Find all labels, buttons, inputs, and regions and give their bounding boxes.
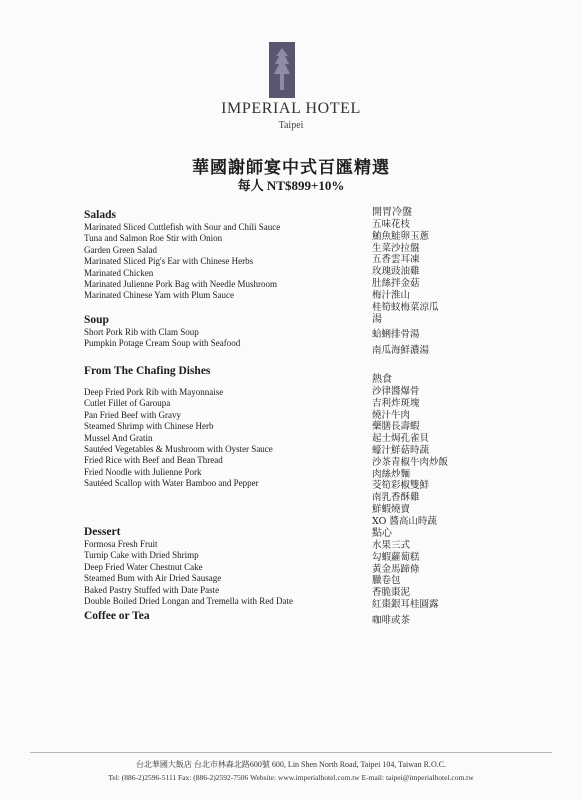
menu-item: Turnip Cake with Dried Shrimp xyxy=(84,550,199,561)
menu-item: Pumpkin Potage Cream Soup with Seafood xyxy=(84,338,241,349)
menu-item-cn: 臘卷包 xyxy=(372,575,401,587)
menu-item-cn: 肉絲炒麵 xyxy=(372,468,411,480)
section-title-cn-hot-dishes: 熱食 xyxy=(372,374,392,385)
menu-item: Deep Fried Water Chestnut Cake xyxy=(84,561,203,572)
menu-item: Garden Green Salad xyxy=(84,244,157,255)
menu-item: Sautéed Scallop with Water Bamboo and Pepper xyxy=(84,478,259,489)
menu-item: Marinated Chicken xyxy=(84,267,154,278)
menu-item: Sautéed Vegetables & Mushroom with Oyster Sauce xyxy=(84,444,273,455)
section-title-soup: Soup xyxy=(84,314,109,326)
hotel-city: Taipei xyxy=(278,120,304,131)
menu-item: Mussel And Gratin xyxy=(84,432,153,443)
menu-item: Steamed Shrimp with Chinese Herb xyxy=(84,421,214,432)
section-title-salads: Salads xyxy=(84,209,116,221)
menu-item: Deep Fried Pork Rib with Mayonnaise xyxy=(84,387,224,397)
menu-price: 每人 NT$899+10% xyxy=(237,178,345,193)
section-title-cn-soup: 湯 xyxy=(372,314,382,325)
section-title-cn-salads: 開胃冷盤 xyxy=(372,207,412,218)
section-title-hot-dishes: From The Chafing Dishes xyxy=(84,365,211,377)
menu-item: Baked Pastry Stuffed with Date Paste xyxy=(84,584,220,595)
menu-item-cn: 蛤蜊排骨湯 xyxy=(372,329,420,340)
salads-section-cn xyxy=(372,206,439,313)
section-title-cn-dessert: 點心 xyxy=(372,528,392,539)
footer-divider xyxy=(30,752,552,753)
section-title-coffee: Coffee or Tea xyxy=(84,610,150,623)
menu-item-cn: 鮮蝦燒賣 xyxy=(372,503,411,515)
menu-item-cn: XO 醬高山時蔬 xyxy=(372,515,437,527)
menu-item: Marinated Sliced Cuttlefish with Sour and Chili Sauce xyxy=(84,222,281,232)
menu-item-cn: 沙律醬爆骨 xyxy=(372,386,420,397)
menu-item: Marinated Chinese Yam with Plum Sauce xyxy=(84,290,234,301)
soup-section-cn xyxy=(372,313,429,357)
menu-item: Pan Fried Beef with Gravy xyxy=(84,409,181,420)
hotel-logo-emblem xyxy=(269,42,295,98)
menu-item-cn: 玫瑰豉油雞 xyxy=(372,266,420,278)
menu-item-cn: 南乳香酥雞 xyxy=(372,492,420,504)
menu-item: Fried Rice with Beef and Bean Thread xyxy=(84,455,223,466)
menu-item-cn: 燒汁牛肉 xyxy=(372,409,411,421)
hot-dishes-section xyxy=(84,364,273,490)
dessert-section-cn xyxy=(372,527,439,627)
section-title-dessert: Dessert xyxy=(84,526,121,538)
menu-item-cn: 肚絲拌金菇 xyxy=(372,277,420,289)
menu-item-cn: 起士焗孔雀貝 xyxy=(372,433,430,445)
menu-item: Short Pork Rib with Clam Soup xyxy=(84,327,199,337)
menu-item-cn: 茭筍彩椒雙鮮 xyxy=(372,480,430,492)
menu-item-cn: 沙茶青椒牛肉炒飯 xyxy=(372,456,449,468)
section-title-cn-coffee: 咖啡或茶 xyxy=(372,614,411,626)
menu-item: Fried Noodle with Julienne Pork xyxy=(84,466,202,477)
menu-item-cn: 水果三式 xyxy=(372,540,411,551)
footer-address: 台北華國大飯店 台北市林森北路600號 600, Lin Shen North Road, Taipei 104, Taiwan R.O.C. xyxy=(135,760,447,769)
menu-item-cn: 蠔汁鮮菇時蔬 xyxy=(372,444,430,456)
menu-item: Marinated Sliced Pig's Ear with Chinese Herbs xyxy=(84,256,254,267)
menu-item-cn: 五香雲耳凍 xyxy=(372,254,420,266)
menu-item-cn: 紅棗銀耳桂圓露 xyxy=(372,598,439,610)
menu-item-cn: 生菜沙拉盤 xyxy=(372,242,420,254)
menu-item: Steamed Bum with Air Dried Sausage xyxy=(84,573,222,584)
menu-item-cn: 南瓜海鮮濃湯 xyxy=(372,344,430,356)
menu-item: Marinated Julienne Pork Bag with Needle Mushroom xyxy=(84,279,277,290)
menu-item-cn: 吉利炸斑塊 xyxy=(372,397,420,409)
footer-contact: Tel: (886-2)2596-5111 Fax: (886-2)2592-7506 Website: www.imperialhotel.com.tw E-mail: taipei@imperialhotel.com.tw xyxy=(108,773,474,782)
menu-item: Formosa Fresh Fruit xyxy=(84,539,158,549)
menu-item: Double Boiled Dried Longan and Tremella with Red Date xyxy=(84,596,293,607)
menu-item-cn: 香脆棗泥 xyxy=(372,587,411,599)
salads-section xyxy=(84,208,280,302)
hotel-name: IMPERIAL HOTEL xyxy=(221,100,361,117)
menu-item-cn: 黃金馬蹄條 xyxy=(372,563,420,575)
menu-item-cn: 鮪魚鮭卵玉蔥 xyxy=(372,230,430,242)
soup-section xyxy=(84,313,240,350)
menu-item-cn: 桂筍蚊梅菜涼瓜 xyxy=(372,301,439,313)
menu-title: 華國謝師宴中式百匯精選 xyxy=(192,158,390,178)
menu-item-cn: 藥膳長壽蝦 xyxy=(372,421,420,433)
menu-item: Tuna and Salmon Roe Stir with Onion xyxy=(84,233,223,244)
menu-item: Cutlet Fillet of Garoupa xyxy=(84,398,171,409)
dessert-section xyxy=(84,525,293,623)
menu-item-cn: 梅汁淮山 xyxy=(372,289,411,301)
menu-item-cn: 五味花枝 xyxy=(372,219,411,230)
hot-dishes-section-cn xyxy=(372,373,448,528)
menu-item-cn: 勾蝦蘿蔔糕 xyxy=(372,551,420,563)
